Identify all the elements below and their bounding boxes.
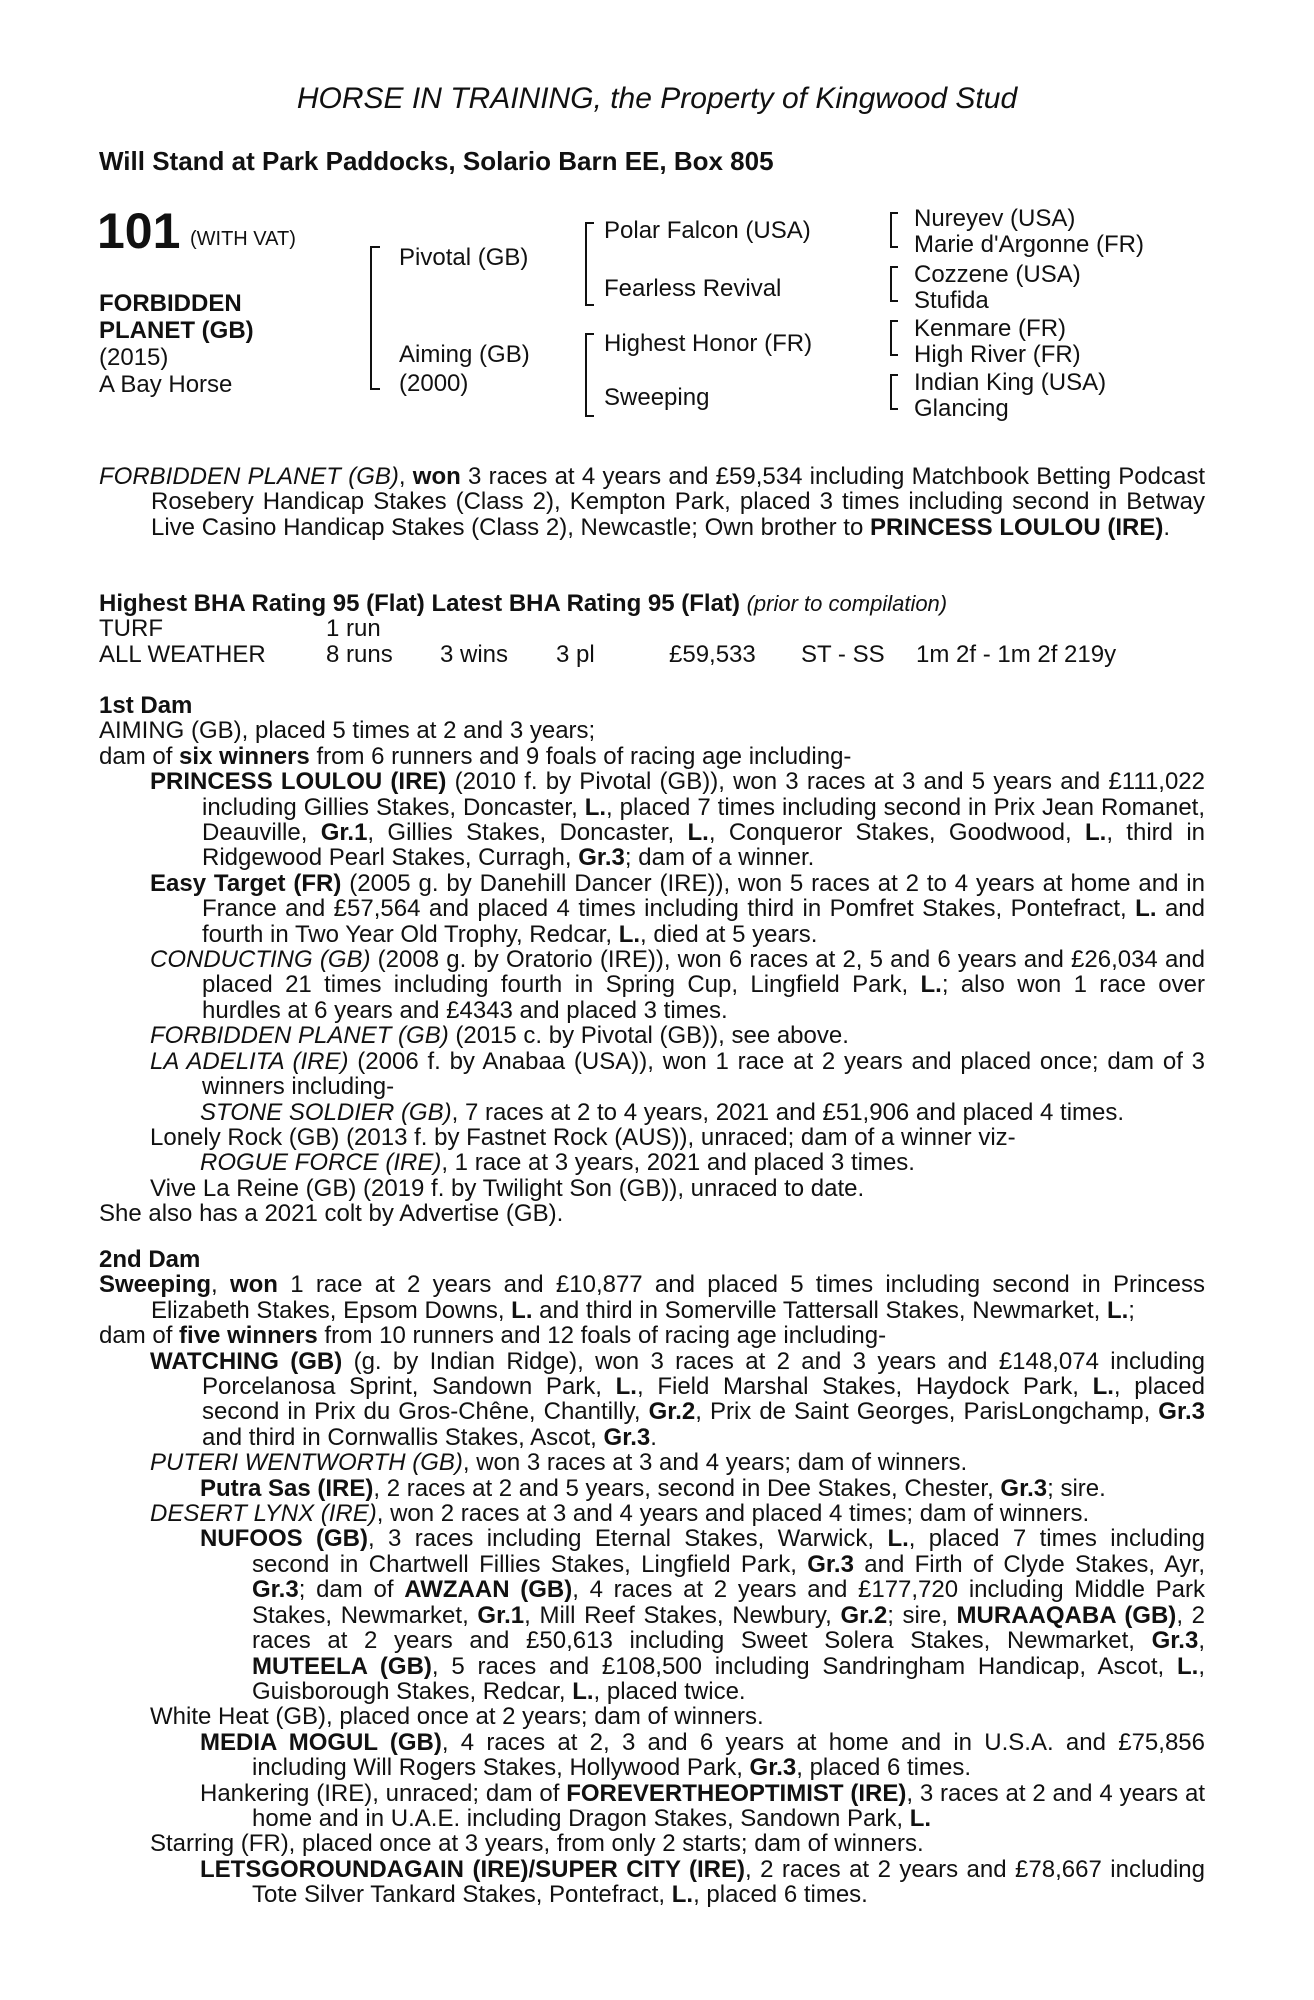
pedigree-gen3-5: Kenmare (FR) — [914, 315, 1067, 342]
stats-wins: 3 wins — [440, 640, 509, 668]
second-dam-section — [99, 1247, 1205, 1908]
first-dam-note: She also has a 2021 colt by Advertise (GB). — [99, 1200, 564, 1228]
produce-entry: PUTERI WENTWORTH (GB), won 3 races at 3 and 4 years; dam of winners. — [150, 1449, 968, 1477]
stats-row-all-weather — [99, 642, 1116, 667]
pedigree-sire: Pivotal (GB) — [399, 244, 529, 271]
stats-row-turf — [99, 616, 1116, 641]
produce-entry: Starring (FR), placed once at 3 years, from only 2 starts; dam of winners. — [150, 1830, 924, 1858]
summary-won: won — [412, 463, 461, 490]
produce-entry: ROGUE FORCE (IRE), 1 race at 3 years, 2021 and placed 3 times. — [200, 1149, 915, 1177]
second-dam-heading: 2nd Dam — [99, 1246, 201, 1273]
second-dam-record: Sweeping, won 1 race at 2 years and £10,877 and placed 5 times including second in Princess Elizabeth Stakes, Epsom Downs, L. and third in Somerville Tattersall Stakes, Newmarket, L.; — [99, 1271, 1206, 1324]
produce-entry: Hankering (IRE), unraced; dam of FOREVERTHEOPTIMIST (IRE), 3 races at 2 and 4 years at home and in U.A.E. including Dragon Stakes, Sandown Park, L. — [200, 1779, 1205, 1832]
produce-entry: CONDUCTING (GB) (2008 g. by Oratorio (IRE)), won 6 races at 2, 5 and 6 years and £26,034 and placed 21 times including fourth in Spring Cup, Lingfield Park, L.; also won 1 race over hurdles at 6 years and £4343 and placed 3 times. — [150, 946, 1206, 1024]
produce-entry: LETSGOROUNDAGAIN (IRE)/SUPER CITY (IRE), 2 races at 2 years and £78,667 including Tote Silver Tankard Stakes, Pontefract, L., placed 6 times. — [200, 1855, 1205, 1909]
horse-name-line2: PLANET (GB) — [99, 317, 254, 344]
pedigree-sire-dam: Fearless Revival — [604, 275, 782, 302]
produce-entry: WATCHING (GB) (g. by Indian Ridge), won 3 races at 2 and 3 years and £148,074 including Porcelanosa Sprint, Sandown Park, L., Field Marshal Stakes, Haydock Park, L., placed second in Prix du Gros-Chêne, Chantilly, Gr.2, Prix de Saint Georges, ParisLongchamp, Gr.3 and third in Cornwallis Stakes, Ascot, Gr.3. — [150, 1347, 1206, 1451]
stats-runs: 8 runs — [326, 640, 393, 668]
first-dam-section — [99, 693, 1205, 1227]
pedigree-bracket — [890, 266, 898, 302]
stats-distance: 1m 2f - 1m 2f 219y — [916, 640, 1117, 668]
stats-table — [99, 616, 1116, 667]
horse-description: A Bay Horse — [99, 371, 233, 398]
produce-entry: PRINCESS LOULOU (IRE) (2010 f. by Pivotal (GB)), won 3 races at 3 and 5 years and £111,022 including Gillies Stakes, Doncaster, L., placed 7 times including second in Prix Jean Romanet, Deauville, Gr.1, Gillies Stakes, Doncaster, L., Conqueror Stakes, Goodwood, L., third in Ridgewood Pearl Stakes, Curragh, Gr.3; dam of a winner. — [150, 768, 1206, 872]
foaling-year: (2015) — [99, 344, 169, 371]
summary-horse-name: FORBIDDEN PLANET (GB) — [99, 463, 399, 490]
produce-entry: STONE SOLDIER (GB), 7 races at 2 to 4 years, 2021 and £51,906 and placed 4 times. — [200, 1098, 1125, 1126]
produce-entry: LA ADELITA (IRE) (2006 f. by Anabaa (USA)), won 1 race at 2 years and placed once; dam of 3 winners including- — [150, 1047, 1205, 1101]
pedigree-gen3-3: Cozzene (USA) — [914, 261, 1081, 288]
race-summary: FORBIDDEN PLANET (GB), won 3 races at 4 years and £59,534 including Matchbook Betting Podcast Rosebery Handicap Stakes (Class 2), Kempton Park, placed 3 times including second in Betway Live Casino Handicap Stakes (Class 2), Newcastle; Own brother to PRINCESS LOULOU (IRE). — [99, 463, 1205, 541]
first-dam-heading: 1st Dam — [99, 692, 193, 719]
lot-number: 101 — [97, 203, 181, 259]
produce-entry: DESERT LYNX (IRE), won 2 races at 3 and 4 years and placed 4 times; dam of winners. — [150, 1500, 1090, 1528]
produce-entry: NUFOOS (GB), 3 races including Eternal Stakes, Warwick, L., placed 7 times including second in Chartwell Fillies Stakes, Lingfield Park, Gr.3 and Firth of Clyde Stakes, Ayr, Gr.3; dam of AWZAAN (GB), 4 races at 2 years and £177,720 including Middle Park Stakes, Newmarket, Gr.1, Mill Reef Stakes, Newbury, Gr.2; sire, MURAAQABA (GB), 2 races at 2 years and £50,613 including Sweet Solera Stakes, Newmarket, Gr.3, MUTEELA (GB), 5 races and £108,500 including Sandringham Handicap, Ascot, L., Guisborough Stakes, Redcar, L., placed twice. — [200, 1525, 1206, 1705]
stats-earnings: £59,533 — [669, 640, 756, 668]
pedigree-gen3-1: Nureyev (USA) — [914, 205, 1076, 232]
produce-entry: Putra Sas (IRE), 2 races at 2 and 5 years, second in Dee Stakes, Chester, Gr.3; sire. — [200, 1474, 1106, 1502]
pedigree-sire-sire: Polar Falcon (USA) — [604, 217, 811, 244]
pedigree-bracket — [585, 333, 594, 417]
pedigree-gen3-4: Stufida — [914, 287, 989, 314]
vat-note: (WITH VAT) — [190, 228, 296, 250]
pedigree-bracket — [585, 222, 594, 306]
rating-note: (prior to compilation) — [746, 591, 948, 616]
rating-block — [99, 591, 1205, 667]
produce-entry: White Heat (GB), placed once at 2 years; dam of winners. — [150, 1703, 764, 1731]
produce-entry: Vive La Reine (GB) (2019 f. by Twilight Son (GB)), unraced to date. — [150, 1174, 865, 1202]
produce-entry: MEDIA MOGUL (GB), 4 races at 2, 3 and 6 years at home and in U.S.A. and £75,856 including Will Rogers Stakes, Hollywood Park, Gr.3, placed 6 times. — [200, 1728, 1205, 1782]
stats-runs: 1 run — [326, 615, 381, 643]
pedigree-gen3-8: Glancing — [914, 395, 1009, 422]
stand-location: Will Stand at Park Paddocks, Solario Barn EE, Box 805 — [99, 146, 774, 176]
stats-placed: 3 pl — [556, 640, 595, 668]
pedigree-gen3-7: Indian King (USA) — [914, 369, 1107, 396]
pedigree-gen3-6: High River (FR) — [914, 341, 1081, 368]
stats-surface: ALL WEATHER — [99, 640, 266, 668]
second-dam-produce: dam of five winners from 10 runners and 12 foals of racing age including- — [99, 1322, 887, 1350]
summary-text: 3 races at 4 years and £59,534 including Matchbook Betting Podcast Rosebery Handicap Stakes (Class 2), Kempton Park, placed 3 times including second in Betway Live Casino Handicap Stakes (Class 2), Newcastle; Own brother to — [151, 463, 1205, 541]
pedigree-dam-dam: Sweeping — [604, 384, 710, 411]
pedigree-dam-sire: Highest Honor (FR) — [604, 330, 813, 357]
pedigree-dam-year: (2000) — [399, 370, 469, 397]
first-dam-record: AIMING (GB), placed 5 times at 2 and 3 years; — [99, 717, 596, 745]
pedigree-bracket — [370, 246, 380, 390]
produce-entry: FORBIDDEN PLANET (GB) (2015 c. by Pivotal (GB)), see above. — [150, 1022, 849, 1050]
summary-end: . — [1163, 513, 1170, 541]
stats-surface: TURF — [99, 615, 163, 643]
produce-entry: Lonely Rock (GB) (2013 f. by Fastnet Rock (AUS)), unraced; dam of a winner viz- — [150, 1123, 1016, 1151]
bha-rating: Highest BHA Rating 95 (Flat) Latest BHA Rating 95 (Flat) — [99, 590, 740, 617]
pedigree-gen3-2: Marie d'Argonne (FR) — [914, 231, 1144, 258]
pedigree-bracket — [890, 374, 898, 410]
produce-entry: Easy Target (FR) (2005 g. by Danehill Dancer (IRE)), won 5 races at 2 to 4 years at home and in France and £57,564 and placed 4 times including third in Pomfret Stakes, Pontefract, L. and fourth in Two Year Old Trophy, Redcar, L., died at 5 years. — [150, 869, 1206, 948]
summary-brother: PRINCESS LOULOU (IRE) — [869, 513, 1164, 541]
stats-going: ST - SS — [801, 640, 885, 668]
page-title: HORSE IN TRAINING, the Property of Kingwood Stud — [296, 82, 1018, 115]
pedigree-dam: Aiming (GB) — [399, 341, 530, 368]
pedigree-bracket — [890, 320, 898, 356]
first-dam-produce: dam of six winners from 6 runners and 9 foals of racing age including- — [99, 742, 852, 770]
horse-name-line1: FORBIDDEN — [99, 290, 242, 317]
pedigree-bracket — [890, 212, 898, 248]
